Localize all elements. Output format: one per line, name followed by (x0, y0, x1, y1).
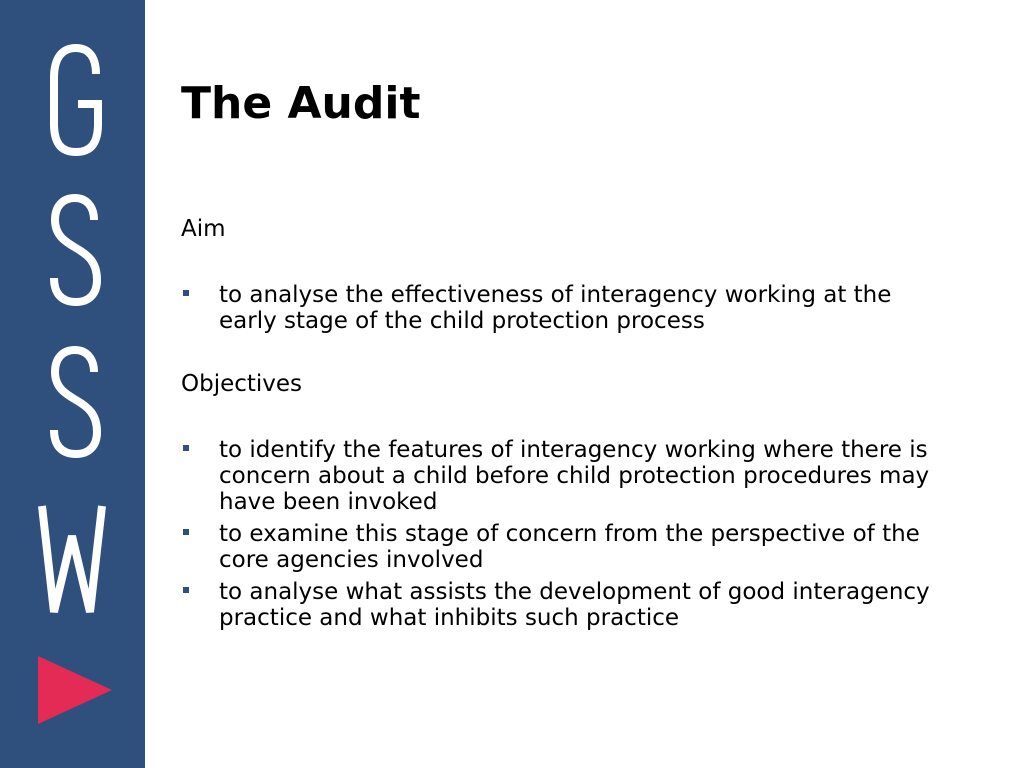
objectives-heading: Objectives (181, 371, 303, 397)
aim-bullet (181, 282, 941, 334)
logo-letter-s-1 (54, 198, 97, 302)
slide-title: The Audit (181, 78, 421, 129)
logo-letter-w (42, 506, 102, 612)
objective-bullet (181, 437, 941, 515)
gssw-logo (0, 0, 145, 768)
objective-bullet-text: to analyse what assists the development of good interagency practice and what inhibits such practice (219, 579, 930, 631)
logo-letter-g (54, 48, 98, 152)
objectives-bullet-list (181, 437, 941, 637)
objective-bullet-text: to identify the features of interagency working where there is concern about a child before child protection procedures may have been invoked (219, 437, 930, 515)
square-bullet-icon (183, 290, 189, 296)
objective-bullet (181, 521, 941, 573)
aim-bullet-text: to analyse the effectiveness of interagency working at the early stage of the child protection process (219, 282, 892, 334)
square-bullet-icon (183, 445, 189, 451)
gssw-logo-sidebar (0, 0, 145, 768)
square-bullet-icon (183, 587, 189, 593)
objective-bullet (181, 579, 941, 631)
play-triangle-icon (38, 656, 112, 724)
logo-letter-s-2 (54, 350, 97, 454)
square-bullet-icon (183, 529, 189, 535)
aim-heading: Aim (181, 216, 226, 242)
aim-bullet-list (181, 282, 941, 340)
objective-bullet-text: to examine this stage of concern from the perspective of the core agencies involved (219, 521, 920, 573)
